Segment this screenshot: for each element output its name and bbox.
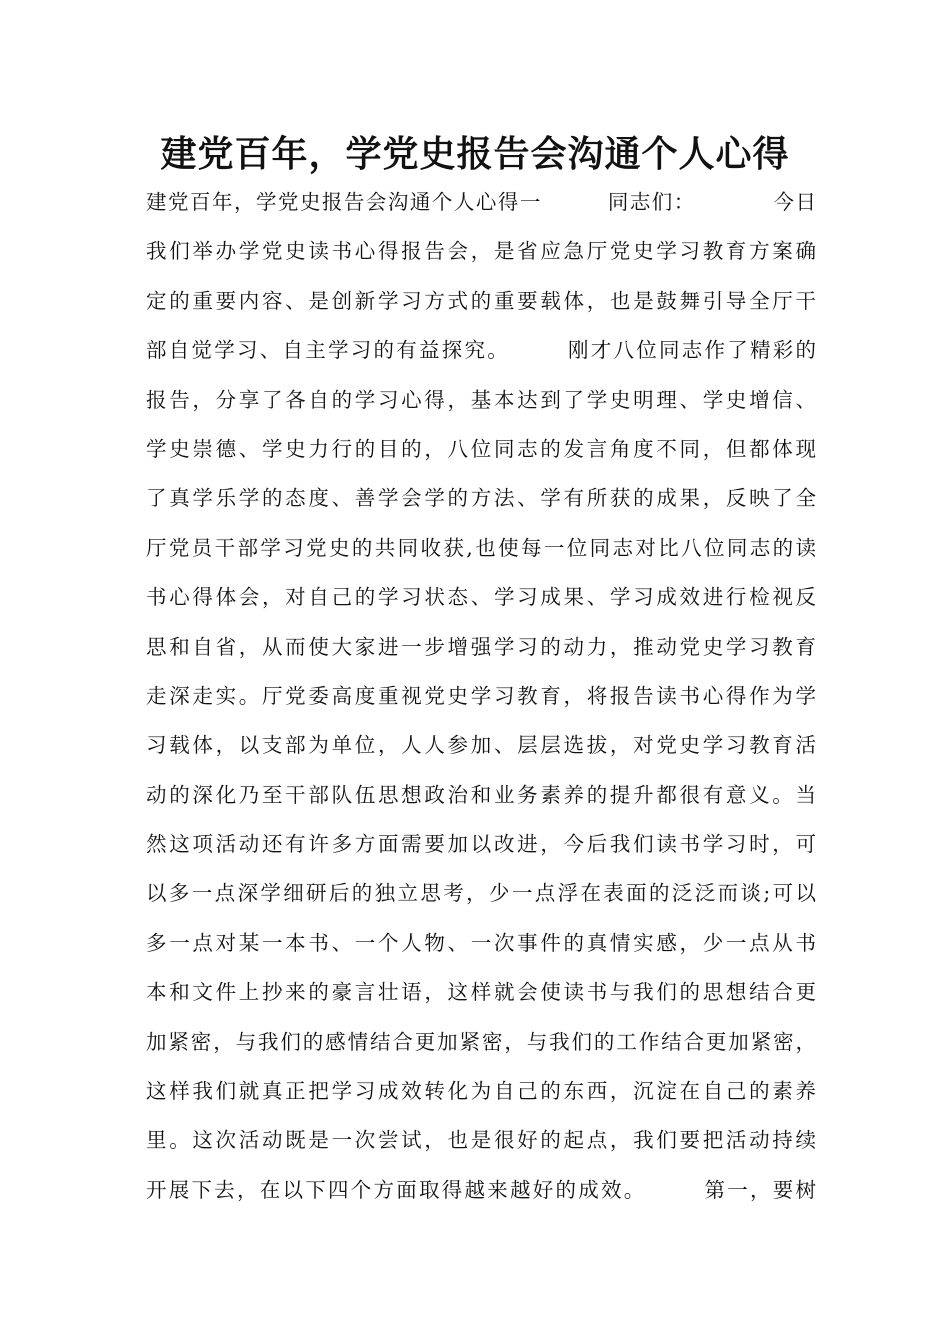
body-line: 然这项活动还有许多方面需要加以改进，今后我们读书学习时，可	[146, 832, 816, 857]
body-line: 建党百年，学党史报告会沟通个人心得一 同志们： 今日	[146, 190, 816, 214]
body-line: 厅党员干部学习党史的共同收获,也使每一位同志对比八位同志的读	[146, 535, 816, 560]
body-line: 了真学乐学的态度、善学会学的方法、学有所获的成果，反映了全	[146, 486, 816, 511]
body-line: 部自觉学习、自主学习的有益探究。 刚才八位同志作了精彩的	[146, 338, 816, 363]
body-line: 加紧密，与我们的感情结合更加紧密，与我们的工作结合更加紧密，	[146, 1029, 816, 1054]
body-line: 走深走实。厅党委高度重视党史学习教育，将报告读书心得作为学	[146, 683, 816, 708]
body-line: 学史崇德、学史力行的目的，八位同志的发言角度不同，但都体现	[146, 436, 816, 461]
body-line: 以多一点深学细研后的独立思考，少一点浮在表面的泛泛而谈;可以	[146, 881, 816, 906]
body-line: 定的重要内容、是创新学习方式的重要载体，也是鼓舞引导全厅干	[146, 288, 816, 313]
body-line: 习载体，以支部为单位，人人参加、层层选拔，对党史学习教育活	[146, 733, 816, 758]
body-line: 这样我们就真正把学习成效转化为自己的东西，沉淀在自己的素养	[146, 1079, 816, 1104]
body-line: 开展下去，在以下四个方面取得越来越好的成效。 第一，要树	[146, 1177, 816, 1202]
document-body	[146, 178, 816, 1215]
body-line: 里。这次活动既是一次尝试，也是很好的起点，我们要把活动持续	[146, 1128, 816, 1153]
body-line: 书心得体会，对自己的学习状态、学习成果、学习成效进行检视反	[146, 585, 816, 610]
body-line: 思和自省，从而使大家进一步增强学习的动力，推动党史学习教育	[146, 634, 816, 659]
body-line: 本和文件上抄来的豪言壮语，这样就会使读书与我们的思想结合更	[146, 980, 816, 1005]
document-title: 建党百年，学党史报告会沟通个人心得	[160, 133, 790, 175]
body-line: 多一点对某一本书、一个人物、一次事件的真情实感，少一点从书	[146, 930, 816, 955]
body-line: 我们举办学党史读书心得报告会，是省应急厅党史学习教育方案确	[146, 239, 816, 264]
body-line: 动的深化乃至干部队伍思想政治和业务素养的提升都很有意义。当	[146, 782, 816, 807]
body-line: 报告，分享了各自的学习心得，基本达到了学史明理、学史增信、	[146, 387, 816, 412]
